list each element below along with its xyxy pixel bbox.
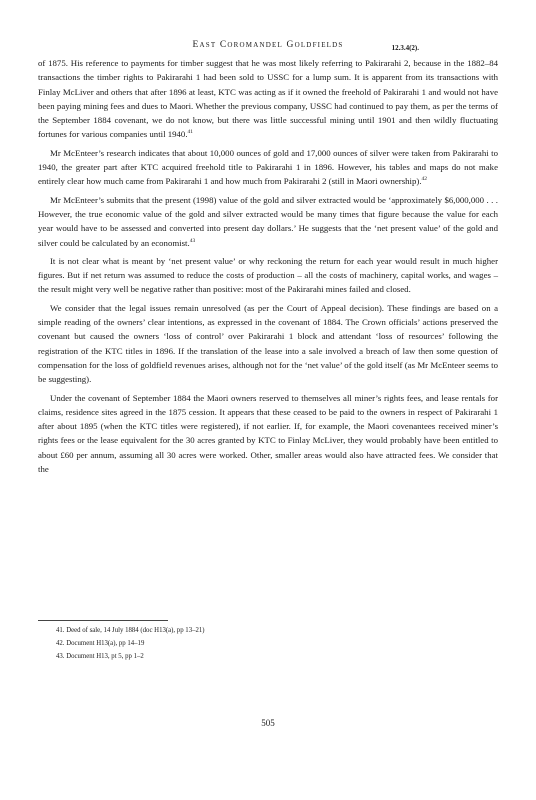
- paragraph-text: We consider that the legal issues remain unresolved (as per the Court of Appeal decision). These findings are based on a simple reading of the owners’ clear intentions, as expressed in the covenant of 1884. The Crown officials’ actions preserved the covenant but caused the owners ‘loss of control’ over Pakirarahi 1 block and attendant ‘loss of resources’ following the registration of the KTC titles in 1896. If the translation of the lease into a sale involved a breach of law then some question of compensation for the loss of goldfield revenues arises, although not for the ‘net value’ of the gold itself (as Mr McEnteer seems to be suggesting).: [38, 302, 498, 385]
- page-number: 505: [261, 718, 275, 728]
- paragraph-text: Mr McEnteer’s submits that the present (1998) value of the gold and silver extracted would be ‘approximately $6,000,000 . . . However, the true economic value of the gold and silver extracted would be many times that figure because the value for each year would have to be assessed and converted into present day dollars.’ He suggests that the ‘net present value’ of the gold and silver could be calculated by an economist.: [38, 194, 498, 248]
- footnote-ref[interactable]: 42: [421, 176, 428, 183]
- paragraph-text: of 1875. His reference to payments for timber suggest that he was most likely referring to Pakirarahi 2, because in the 1882–84 transactions the timber rights to Pakirarahi 1 had been sold to USSC for a lump sum. It is apparent from its transactions with Finlay McLiver and others that after 1896 at least, KTC was acting as if it owned the freehold of Pakirarahi 1 and would not have been paying mining fees and dues to Maori. Whether the previous company, USSC had continued to pay them, as per the terms of the September 1884 covenant, we do not know, but there was little successful mining until 1901 and then wildly fluctuating fortunes for various companies until 1940.: [38, 58, 498, 140]
- paragraph: [38, 193, 498, 250]
- footnote: 42. Document H13(a), pp 14–19: [56, 639, 145, 647]
- footnote: 41. Deed of sale, 14 July 1884 (doc H13(a), pp 13–21): [56, 627, 205, 634]
- paragraph-text: It is not clear what is meant by ‘net present value’ or why reckoning the return for each year would result in much higher figures. But if net return was assumed to reduce the costs of production – all the costs of machinery, capital works, and wages – the result might very well be negative rather than positive: most of the Pakirarahi mines failed and closed.: [38, 255, 498, 295]
- paragraph: [38, 146, 498, 189]
- paragraph-text: Under the covenant of September 1884 the Maori owners reserved to themselves all miner’s rights fees, and lease rentals for claims, residence sites agreed in the 1875 cession. It appears that these ceased to be paid to the owners in respect of Pakirarahi 1 after about 1895 (when the KTC titles were registered), if not earlier. If, for example, the Maori covenantees received miner’s rights fees or the lease equivalent for the 30 acres granted by KTC to Finlay McLiver, they would probably have been entitled to about £60 per annum, assuming all 30 acres were worked. Other, smaller areas would also have attracted fees. We consider that the: [38, 392, 498, 475]
- paragraph: [38, 391, 498, 477]
- body-text: [38, 56, 498, 480]
- footnote-ref[interactable]: 43: [189, 237, 196, 244]
- paragraph: [38, 301, 498, 387]
- paragraph: [38, 254, 498, 297]
- paragraph: [38, 56, 498, 142]
- footnote-ref[interactable]: 41: [187, 129, 194, 136]
- footnotes: [56, 625, 476, 663]
- footnote: 43. Document H13, pt 5, pp 1–2: [56, 652, 144, 660]
- paragraph-text: Mr McEnteer’s research indicates that about 10,000 ounces of gold and 17,000 ounces of silver were taken from Pakirarahi to 1940, the greater part after KTC acquired freehold title to Pakirarahi 1 in 1896. However, his tables and maps do not make entirely clear how much came from Pakirarahi 1 and how much from Pakirarahi 2 (still in Maori ownership).: [38, 147, 498, 187]
- footnote-divider: [38, 620, 168, 621]
- section-reference: 12.3.4(2).: [391, 44, 419, 52]
- running-head-title: East Coromandel Goldfields: [192, 40, 344, 50]
